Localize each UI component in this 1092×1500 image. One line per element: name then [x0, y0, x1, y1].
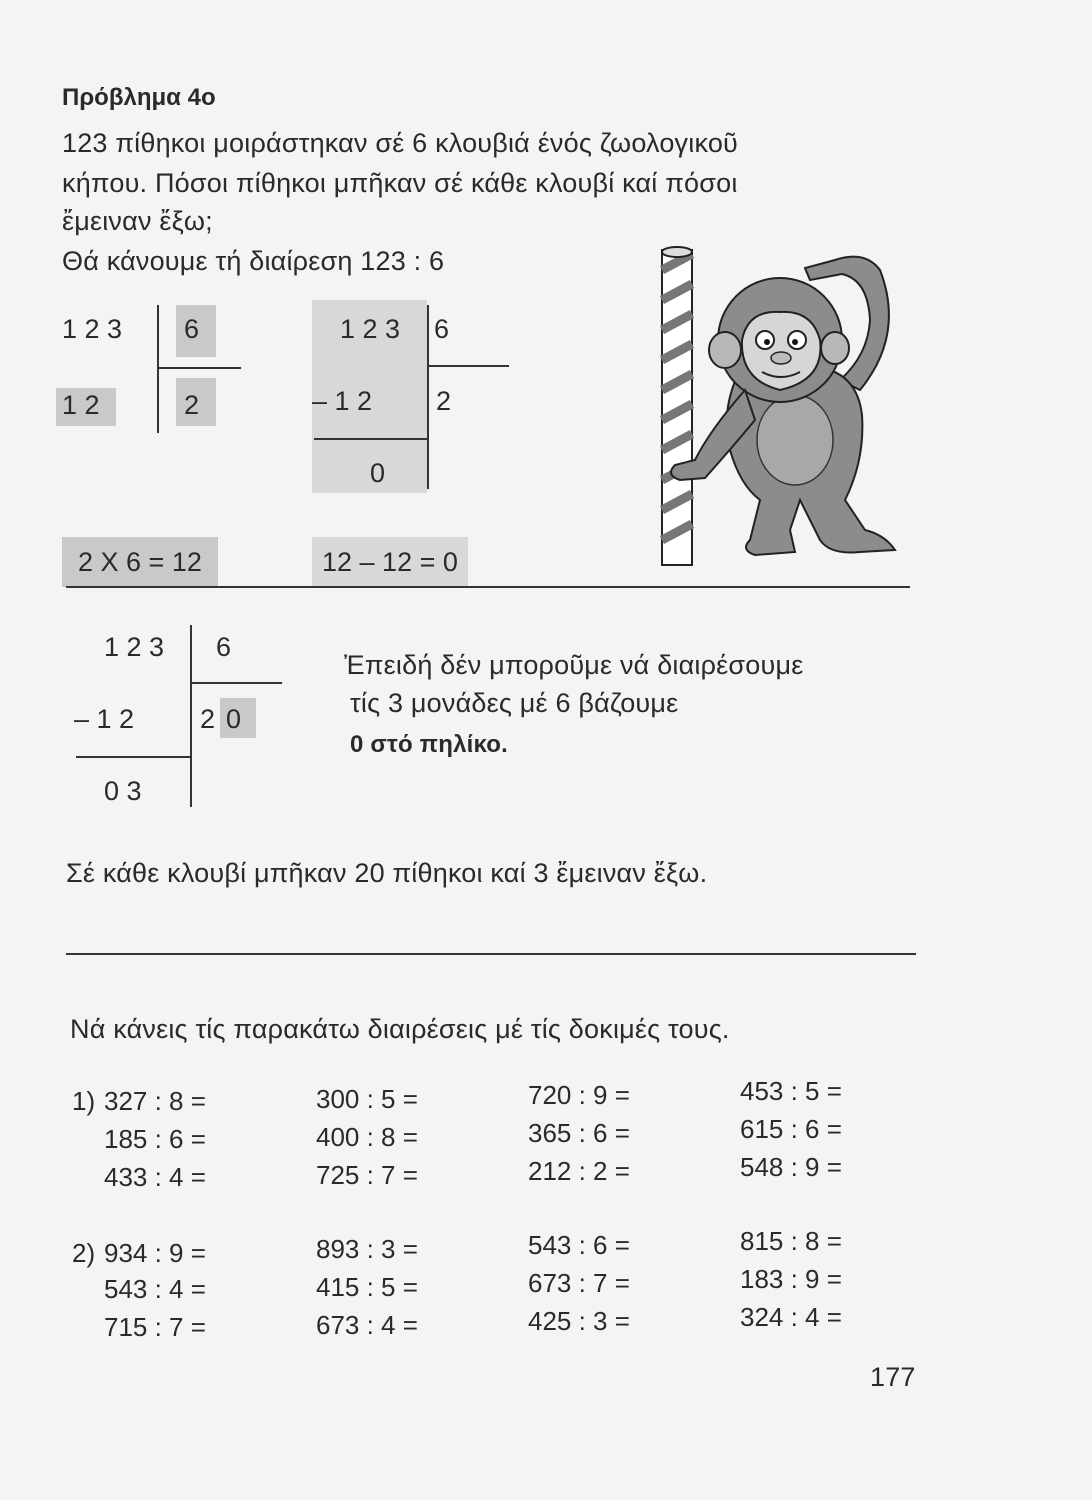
monkey-with-pole-icon	[630, 240, 910, 570]
exercise-item: 324 : 4 =	[740, 1302, 842, 1332]
problem-line-4: Θά κάνουμε τή διαίρεση 123 : 6	[62, 246, 445, 276]
note-line-1: Ἐπειδή δέν μποροῦμε νά διαιρέσουμε	[344, 650, 804, 680]
exercise-item: 543 : 6 =	[528, 1230, 630, 1260]
step2-remainder: 0	[370, 458, 386, 488]
exercise-item: 425 : 3 =	[528, 1306, 630, 1336]
exercise-item: 185 : 6 =	[104, 1124, 206, 1154]
problem-line-3: ἔμειναν ἔξω;	[62, 206, 213, 236]
group-label: 1)	[72, 1086, 96, 1116]
problem-line-2: κήπου. Πόσοι πίθηκοι μπῆκαν σέ κάθε κλουβί καί πόσοι	[62, 168, 738, 198]
exercise-item: 715 : 7 =	[104, 1312, 206, 1342]
note-line-2: τίς 3 μονάδες μέ 6 βάζουμε	[350, 688, 679, 718]
step3-subtract: – 1 2	[74, 704, 135, 734]
step2-divisor: 6	[434, 314, 450, 344]
exercise-item: 543 : 4 =	[104, 1274, 206, 1304]
exercise-item: 548 : 9 =	[740, 1152, 842, 1182]
exercise-item: 893 : 3 =	[316, 1234, 418, 1264]
step1-partial: 1 2	[62, 390, 100, 420]
exercise-item: 673 : 7 =	[528, 1268, 630, 1298]
exercise-item: 365 : 6 =	[528, 1118, 630, 1148]
divider	[66, 953, 916, 955]
exercise-item: 433 : 4 =	[104, 1162, 206, 1192]
step3-quotient-a: 2	[200, 704, 216, 734]
step3-quotient-b: 0	[226, 704, 242, 734]
page-title: Πρόβλημα 4ο	[62, 84, 216, 111]
exercise-item: 327 : 8 =	[104, 1086, 206, 1116]
exercise-item: 300 : 5 =	[316, 1084, 418, 1114]
exercise-item: 415 : 5 =	[316, 1272, 418, 1302]
step1-divisor: 6	[184, 314, 200, 344]
divider	[66, 586, 910, 588]
exercise-item: 673 : 4 =	[316, 1310, 418, 1340]
step1-quotient: 2	[184, 390, 200, 420]
step1-dividend: 1 2 3	[62, 314, 123, 344]
exercise-instruction: Νά κάνεις τίς παρακάτω διαιρέσεις μέ τίς δοκιμές τους.	[70, 1014, 730, 1044]
step1-equation: 2 X 6 = 12	[62, 537, 218, 587]
step2-quotient: 2	[436, 386, 452, 416]
exercise-item: 815 : 8 =	[740, 1226, 842, 1256]
exercise-item: 453 : 5 =	[740, 1076, 842, 1106]
note-line-3: 0 στό πηλίκο.	[350, 731, 509, 758]
exercise-item: 615 : 6 =	[740, 1114, 842, 1144]
page-number: 177	[870, 1362, 916, 1392]
step3-dividend: 1 2 3	[104, 632, 165, 662]
exercise-item: 183 : 9 =	[740, 1264, 842, 1294]
answer-text: Σέ κάθε κλουβί μπῆκαν 20 πίθηκοι καί 3 ἔμειναν ἔξω.	[66, 858, 708, 888]
exercise-item: 725 : 7 =	[316, 1160, 418, 1190]
step3-remainder: 0 3	[104, 776, 142, 806]
problem-line-1: 123 πίθηκοι μοιράστηκαν σέ 6 κλουβιά ένός ζωολογικοῦ	[62, 128, 738, 158]
step2-dividend: 1 2 3	[340, 314, 401, 344]
exercise-item: 400 : 8 =	[316, 1122, 418, 1152]
step2-equation: 12 – 12 = 0	[312, 537, 468, 587]
step3-divisor: 6	[216, 632, 232, 662]
step2-subtract: – 1 2	[312, 386, 373, 416]
exercise-item: 934 : 9 =	[104, 1238, 206, 1268]
exercise-item: 720 : 9 =	[528, 1080, 630, 1110]
exercise-item: 212 : 2 =	[528, 1156, 630, 1186]
group-label: 2)	[72, 1238, 96, 1268]
